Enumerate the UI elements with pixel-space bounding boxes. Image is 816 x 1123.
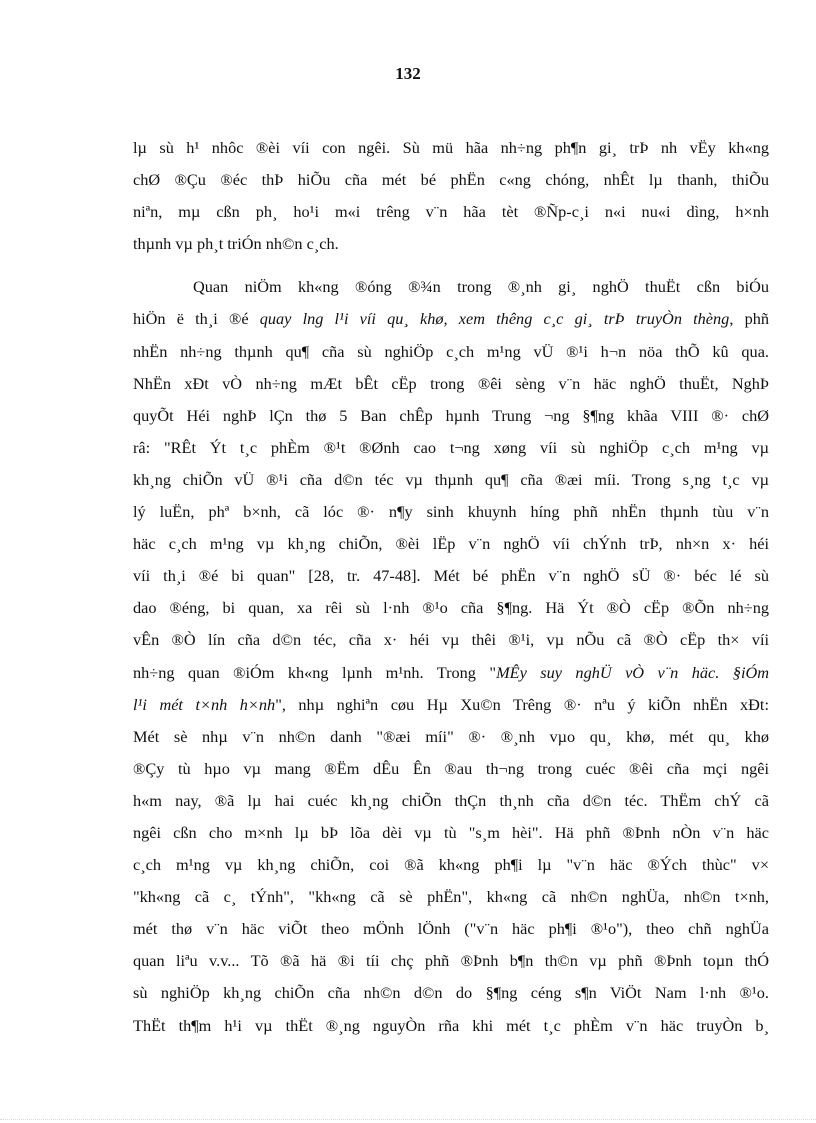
page-bottom-rule (0, 1119, 816, 1120)
paragraph-2 (133, 271, 769, 1041)
text-line: niªn, mµ cßn ph¸ ho¹i m«i trêng v¨n hãa tèt ®Ñp-c¸i n«i nu«i dìng, h×nh (133, 202, 769, 222)
paragraph-1 (133, 132, 769, 260)
text-run: râ: "RÊt Ýt t¸c phÈm ®¹t ®Ønh cao t¬ng xøng víi sù nghiÖp c¸ch m¹ng vµ (133, 437, 769, 457)
text-line (133, 945, 769, 977)
text-run: vÊn ®Ò lín cña d©n téc, cña x· héi vµ thêi ®¹i, vµ nÕu cã ®Ò cËp th× víi (133, 630, 769, 650)
text-line (133, 785, 769, 817)
text-run: , phñ (729, 309, 769, 329)
text-line (133, 624, 769, 656)
text-line (133, 303, 769, 335)
text-line (133, 400, 769, 432)
text-run: víi th¸i ®é bi quan" [28, tr. 47-48]. Mét bé phËn v¨n nghÖ sÜ ®· béc lé sù (133, 566, 769, 586)
text-run: Quan niÖm kh«ng ®óng ®¾n trong ®¸nh gi¸ nghÖ thuËt cßn biÓu (193, 277, 769, 297)
text-line: thµnh vµ ph¸t triÓn nh©n c¸ch. (133, 234, 339, 254)
text-line (133, 271, 769, 303)
italic-run: l¹i mét t×nh h×nh (133, 694, 276, 714)
text-run: NhËn xÐt vÒ nh÷ng mÆt bÊt cËp trong ®êi sèng v¨n häc nghÖ thuËt, NghÞ (133, 373, 769, 393)
text-line (133, 336, 769, 368)
text-line (133, 977, 769, 1009)
text-run: hiÖn ë th¸i ®é (133, 309, 260, 329)
text-line (133, 849, 769, 881)
page-number: 132 (395, 64, 421, 83)
text-line (133, 753, 769, 785)
document-body (133, 132, 769, 1042)
text-line (133, 560, 769, 592)
text-run: "kh«ng cã c¸ tÝnh", "kh«ng cã sè phËn", kh«ng cã nh©n nghÜa, nh©n t×nh, (133, 887, 769, 907)
text-run: häc c¸ch m¹ng vµ kh¸ng chiÕn, ®èi lËp v¨n nghÖ víi chÝnh trÞ, nh×n x· héi (133, 534, 769, 554)
text-line (133, 913, 769, 945)
text-line (133, 721, 769, 753)
text-run: dao ®éng, bi quan, xa rêi sù l·nh ®¹o cña §¶ng. Hä Ýt ®Ò cËp ®Õn nh÷ng (133, 598, 769, 618)
italic-run: MÊy suy nghÜ vÒ v¨n häc. §iÓm (496, 662, 769, 682)
text-run: quyÕt Héi nghÞ lÇn thø 5 Ban chÊp hµnh Trung ¬ng §¶ng khãa VIII ®· chØ (133, 405, 769, 425)
text-line (133, 657, 769, 689)
text-line (133, 528, 769, 560)
text-line (133, 464, 769, 496)
text-line (133, 432, 769, 464)
text-line (133, 1010, 769, 1042)
text-run: quan liªu v.v... Tõ ®ã hä ®i tíi chç phñ ®Þnh b¶n th©n vµ phñ ®Þnh toµn thÓ (133, 951, 769, 971)
text-run: ", nhµ nghiªn cøu Hµ Xu©n Trêng ®· nªu ý kiÕn nhËn xÐt: (275, 694, 769, 714)
text-run: c¸ch m¹ng vµ kh¸ng chiÕn, coi ®ã kh«ng ph¶i lµ "v¨n häc ®Ých thùc" v× (133, 855, 769, 875)
text-line (133, 368, 769, 400)
text-line (133, 817, 769, 849)
text-run: nh÷ng quan ®iÓm kh«ng lµnh m¹nh. Trong " (133, 662, 497, 682)
text-run: ngêi cßn cho m×nh lµ bÞ lõa dèi vµ tù "s¸m hèi". Hä phñ ®Þnh nÒn v¨n häc (133, 822, 769, 842)
text-run: kh¸ng chiÕn vÜ ®¹i cña d©n téc vµ thµnh qu¶ cña ®æi míi. Trong s¸ng t¸c vµ (133, 469, 769, 489)
text-line (133, 496, 769, 528)
italic-run: quay lng l¹i víi qu¸ khø, xem thêng c¸c gi¸ trÞ truyÒn thèng (259, 309, 730, 329)
text-run: sù nghiÖp kh¸ng chiÕn cña nh©n d©n do §¶ng céng s¶n ViÖt Nam l·nh ®¹o. (133, 983, 769, 1003)
text-line (133, 689, 769, 721)
text-line (133, 881, 769, 913)
text-run: lý luËn, phª b×nh, cã lóc ®· n¶y sinh khuynh híng phñ nhËn thµnh tùu v¨n (133, 502, 769, 522)
text-line: lµ sù h¹ nhôc ®èi víi con ngêi. Sù mü hãa nh÷ng ph¶n gi¸ trÞ nh vËy kh«ng (133, 138, 769, 157)
text-run: ®Çy tù hµo vµ mang ®Ëm dÊu Ên ®au th¬ng trong cuéc ®êi cña mçi ngêi (133, 758, 769, 778)
text-run: nhËn nh÷ng thµnh qu¶ cña sù nghiÖp c¸ch m¹ng vÜ ®¹i h¬n nöa thÕ kû qua. (133, 341, 769, 361)
text-line (133, 592, 769, 624)
text-line: chØ ®Çu ®éc thÞ hiÕu cña mét bé phËn c«ng chóng, nhÊt lµ thanh, thiÕu (133, 170, 769, 190)
text-run: ThËt th¶m h¹i vµ thËt ®¸ng nguyÒn rña khi mét t¸c phÈm v¨n häc truyÒn b¸ (133, 1015, 769, 1035)
text-run: Mét sè nhµ v¨n nh©n danh "®æi míi" ®· ®¸nh vµo qu¸ khø, mét qu¸ khø (133, 726, 769, 746)
text-run: h«m nay, ®ã lµ hai cuéc kh¸ng chiÕn thÇn th¸nh cña d©n téc. ThËm chÝ cã (133, 790, 769, 810)
text-run: mét thø v¨n häc viÕt theo mÖnh lÖnh ("v¨n häc ph¶i ®¹o"), theo chñ nghÜa (133, 919, 769, 939)
